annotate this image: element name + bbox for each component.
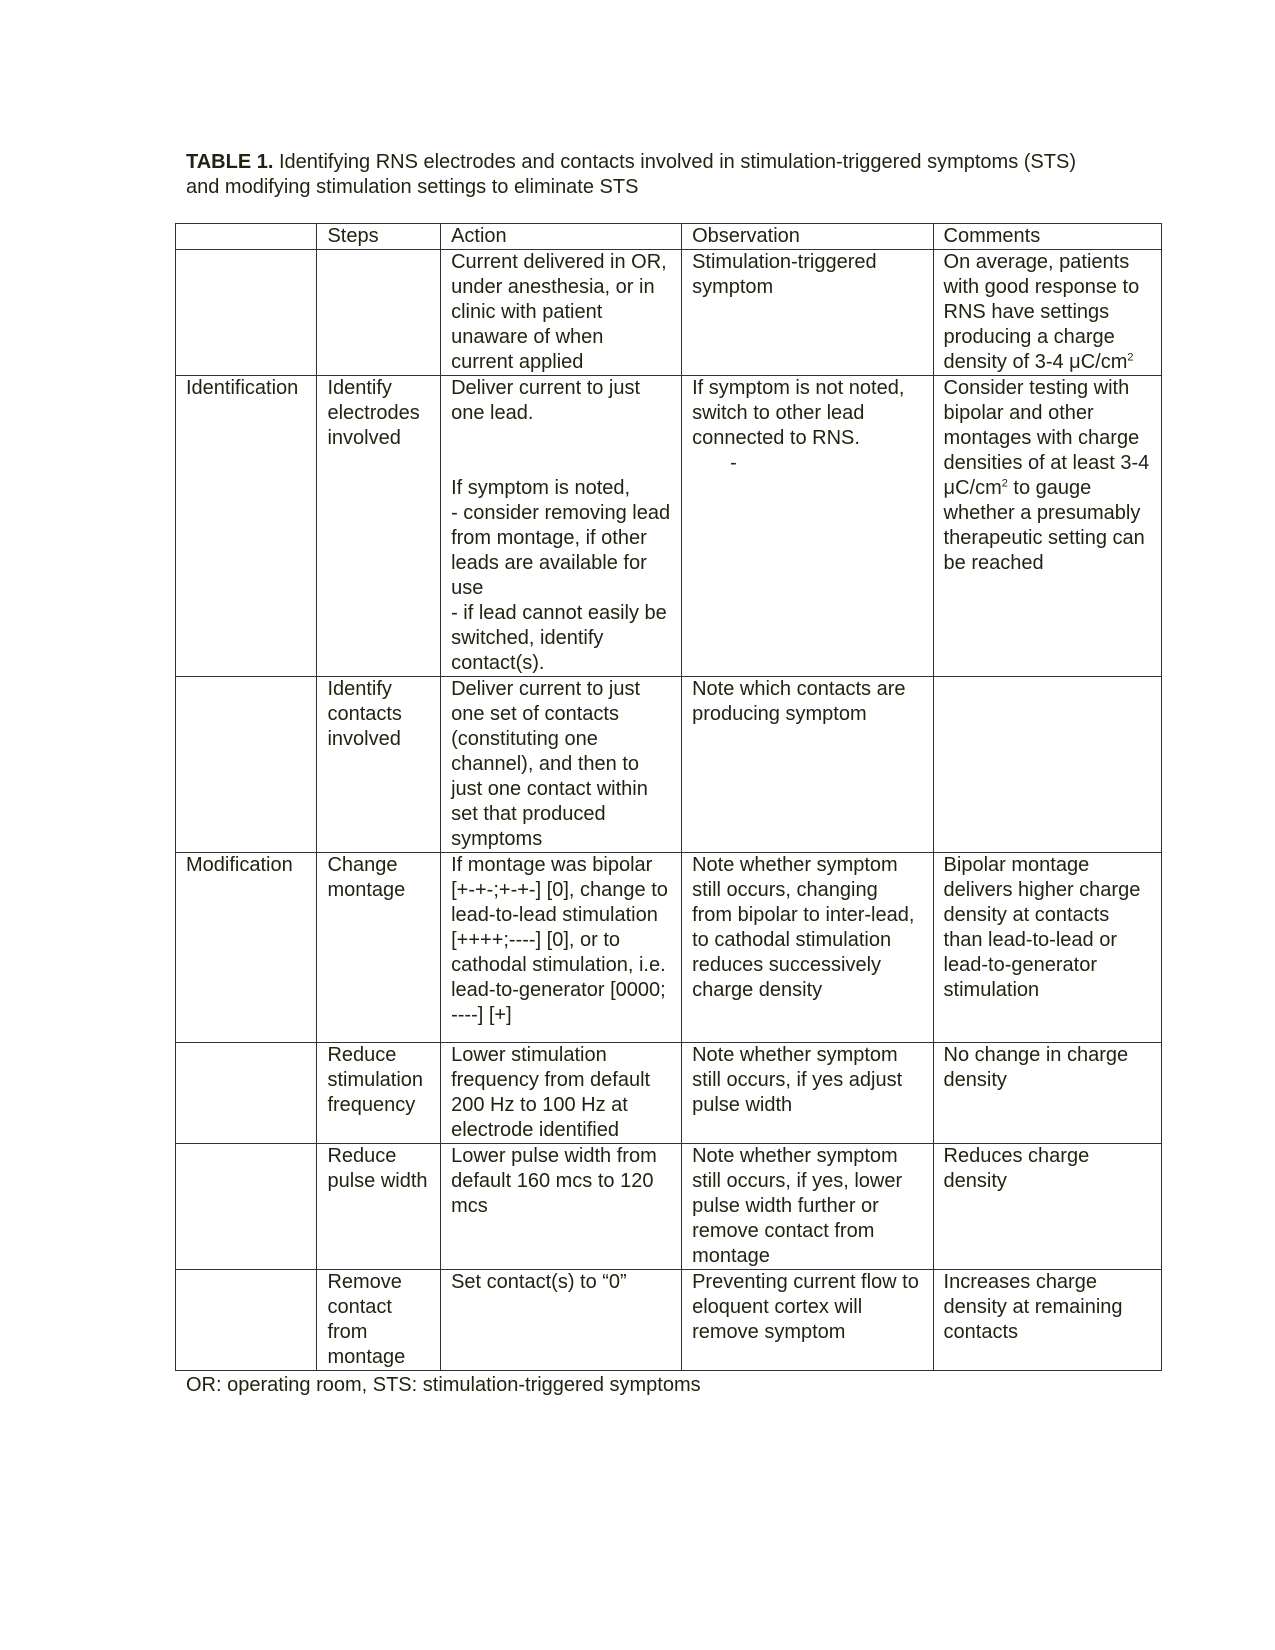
- action-cell: Lower stimulation frequency from default 200 Hz to 100 Hz at electrode identified: [441, 1043, 682, 1144]
- table-row: [176, 1144, 1162, 1270]
- table-caption: [186, 150, 1086, 200]
- observation-cell: Preventing current flow to eloquent cortex will remove symptom: [682, 1270, 933, 1371]
- section-cell: Modification: [176, 853, 317, 1043]
- table-row: [176, 1043, 1162, 1144]
- caption-text: Identifying RNS electrodes and contacts involved in stimulation-triggered symptoms (STS) and modifying stimulation settings to eliminate STS: [186, 151, 1076, 198]
- observation-dash: -: [730, 452, 737, 474]
- comments-cell: Increases charge density at remaining contacts: [933, 1270, 1161, 1371]
- table-row: [176, 853, 1162, 1043]
- table-footnote: OR: operating room, STS: stimulation-triggered symptoms: [186, 1374, 701, 1396]
- observation-cell: Note which contacts are producing symptom: [682, 677, 933, 853]
- observation-cell: Note whether symptom still occurs, changing from bipolar to inter-lead, to cathodal stimulation reduces successively charge density: [682, 853, 933, 1043]
- header-cell-steps: Steps: [317, 224, 441, 250]
- step-cell: Reduce stimulation frequency: [317, 1043, 441, 1144]
- comments-cell: [933, 250, 1161, 376]
- step-cell: [317, 250, 441, 376]
- comments-cell: Reduces charge density: [933, 1144, 1161, 1270]
- step-cell: Change montage: [317, 853, 441, 1043]
- table-header-row: [176, 224, 1162, 250]
- step-cell: Remove contact from montage: [317, 1270, 441, 1371]
- step-cell: Identify contacts involved: [317, 677, 441, 853]
- section-cell: [176, 1144, 317, 1270]
- action-cell: Set contact(s) to “0”: [441, 1270, 682, 1371]
- table-row: [176, 376, 1162, 677]
- caption-label: TABLE 1.: [186, 151, 274, 173]
- comments-text: Consider testing with bipolar and other montages with charge densities of at least 3-4 μC/cm: [943, 377, 1150, 499]
- stimulation-table: [175, 223, 1162, 1371]
- action-text-a: Deliver current to just one lead.: [451, 377, 641, 424]
- section-cell: [176, 250, 317, 376]
- header-cell-comments: Comments: [933, 224, 1161, 250]
- observation-cell: Stimulation-triggered symptom: [682, 250, 933, 376]
- action-cell: Deliver current to just one set of contacts (constituting one channel), and then to just one contact within set that produced symptoms: [441, 677, 682, 853]
- header-cell-observation: Observation: [682, 224, 933, 250]
- step-cell: Identify electrodes involved: [317, 376, 441, 677]
- comments-text: On average, patients with good response to RNS have settings producing a charge density of 3-4 μC/cm: [943, 251, 1140, 373]
- table-row: [176, 250, 1162, 376]
- observation-cell: Note whether symptom still occurs, if yes, lower pulse width further or remove contact from montage: [682, 1144, 933, 1270]
- comments-cell: Bipolar montage delivers higher charge density at contacts than lead-to-lead or lead-to-generator stimulation: [933, 853, 1161, 1043]
- action-text-b: If symptom is noted, - consider removing lead from montage, if other leads are available for use - if lead cannot easily be switched, identify contact(s).: [451, 477, 671, 674]
- action-cell: [441, 376, 682, 677]
- section-cell: [176, 1270, 317, 1371]
- comments-cell: No change in charge density: [933, 1043, 1161, 1144]
- section-cell: Identification: [176, 376, 317, 677]
- header-cell-action: Action: [441, 224, 682, 250]
- table-row: [176, 677, 1162, 853]
- action-cell: If montage was bipolar [+-+-;+-+-] [0], change to lead-to-lead stimulation [++++;----] [0], or to cathodal stimulation, i.e. lead-to-generator [0000; ----] [+]: [441, 853, 682, 1043]
- superscript: 2: [1127, 351, 1134, 364]
- section-cell: [176, 1043, 317, 1144]
- comments-cell: [933, 376, 1161, 677]
- table-row: [176, 1270, 1162, 1371]
- comments-cell: [933, 677, 1161, 853]
- action-cell: Current delivered in OR, under anesthesia, or in clinic with patient unaware of when current applied: [441, 250, 682, 376]
- observation-cell: [682, 376, 933, 677]
- observation-cell: Note whether symptom still occurs, if yes adjust pulse width: [682, 1043, 933, 1144]
- step-cell: Reduce pulse width: [317, 1144, 441, 1270]
- comments-text-post: to gauge whether a presumably therapeutic setting can be reached: [943, 477, 1145, 574]
- header-cell-section: [176, 224, 317, 250]
- observation-text: If symptom is not noted, switch to other lead connected to RNS.: [692, 377, 905, 449]
- section-cell: [176, 677, 317, 853]
- superscript: 2: [1001, 477, 1008, 490]
- action-cell: Lower pulse width from default 160 mcs to 120 mcs: [441, 1144, 682, 1270]
